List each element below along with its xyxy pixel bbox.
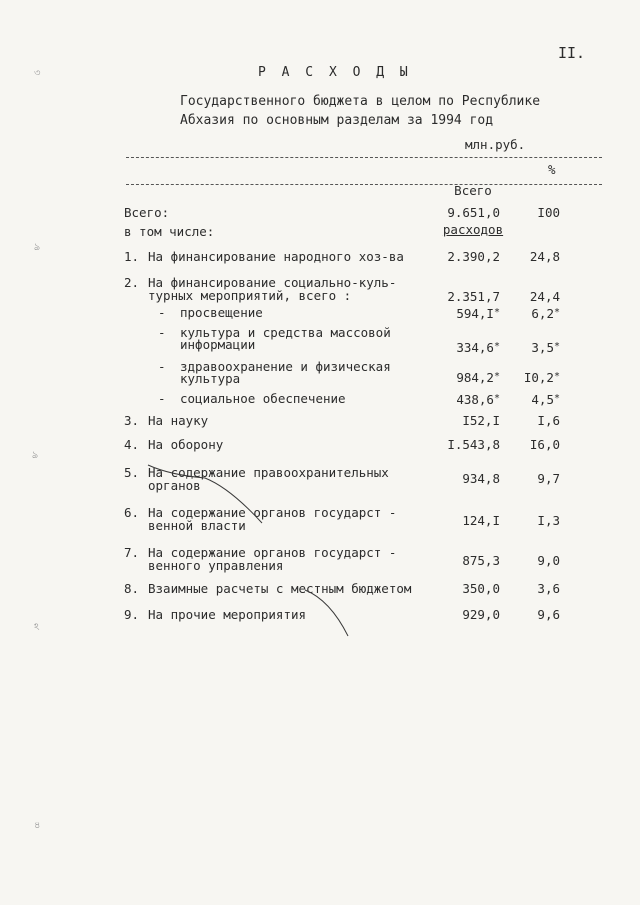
row-label: На содержание органов государст - <box>148 505 397 520</box>
total-value: 9.651,0 <box>447 205 500 220</box>
subrow-label: информации <box>180 337 256 352</box>
subrow-percent: 6,2* <box>531 306 560 321</box>
margin-scribble: ঌ <box>32 450 39 461</box>
row-number: 7. <box>124 545 140 560</box>
subrow-dash: - <box>158 305 166 320</box>
column-header-total-line2: расходов <box>442 222 504 237</box>
footnote-asterisk: * <box>553 393 560 404</box>
page-title: Р А С Х О Д Ы <box>258 65 412 80</box>
row-value: 2.351,7 <box>447 289 500 304</box>
footnote-asterisk: * <box>493 371 500 382</box>
row-value: I.543,8 <box>447 437 500 452</box>
row-value: 929,0 <box>462 607 500 622</box>
footnote-asterisk: * <box>493 393 500 404</box>
row-label: На финансирование социально-куль- <box>148 275 397 290</box>
row-label: венного управления <box>148 558 284 573</box>
subrow-percent: 3,5* <box>531 340 560 355</box>
subtitle-line-2: Абхазия по основным разделам за 1994 год <box>180 113 494 128</box>
subrow-percent: I0,2* <box>523 370 560 385</box>
row-number: 2. <box>124 275 140 290</box>
total-label: Всего: <box>124 205 170 220</box>
row-percent: 9,0 <box>537 553 560 568</box>
row-percent: I6,0 <box>529 437 560 452</box>
row-percent: 24,4 <box>529 289 560 304</box>
subrow-label: здравоохранение и физическая <box>180 359 391 374</box>
row-number: 6. <box>124 505 140 520</box>
row-label: Взаимные расчеты с местным бюджетом <box>148 581 412 596</box>
row-label: венной власти <box>148 518 246 533</box>
subrow-label: культура <box>180 371 241 386</box>
page-number: II. <box>558 44 586 62</box>
row-percent: 3,6 <box>537 581 560 596</box>
margin-scribble: ঽ <box>34 622 40 633</box>
column-header-total-line1: Всего <box>454 183 492 198</box>
footnote-asterisk: * <box>493 307 500 318</box>
total-percent: I00 <box>537 205 560 220</box>
row-value: 934,8 <box>462 471 500 486</box>
subrow-percent: 4,5* <box>531 392 560 407</box>
row-label: На прочие мероприятия <box>148 607 307 622</box>
subrow-label: просвещение <box>180 305 263 320</box>
row-percent: I,3 <box>537 513 560 528</box>
footnote-asterisk: * <box>553 371 560 382</box>
row-number: 8. <box>124 581 140 596</box>
subrow-dash: - <box>158 359 166 374</box>
subrow-value: 438,6* <box>456 392 500 407</box>
subrow-label: социальное обеспечение <box>180 391 346 406</box>
column-header-percent: % <box>548 162 556 177</box>
row-percent: 9,6 <box>537 607 560 622</box>
row-label: На науку <box>148 413 209 428</box>
footnote-asterisk: * <box>553 341 560 352</box>
including-label: в том числе: <box>124 224 215 239</box>
subrow-label: культура и средства массовой <box>180 325 391 340</box>
footnote-asterisk: * <box>493 341 500 352</box>
row-percent: 9,7 <box>537 471 560 486</box>
margin-scribble: ৩ <box>34 68 41 79</box>
row-percent: 24,8 <box>529 249 560 264</box>
row-label: турных мероприятий, всего : <box>148 288 352 303</box>
row-number: 9. <box>124 607 140 622</box>
row-label: На финансирование народного хоз-ва <box>148 249 404 264</box>
row-label: На оборону <box>148 437 224 452</box>
row-value: 875,3 <box>462 553 500 568</box>
row-percent: I,6 <box>537 413 560 428</box>
row-label: На содержание органов государст - <box>148 545 397 560</box>
row-number: 4. <box>124 437 140 452</box>
row-value: 2.390,2 <box>447 249 500 264</box>
row-number: 5. <box>124 465 140 480</box>
subtitle-line-1: Государственного бюджета в целом по Республике <box>180 94 541 109</box>
subrow-value: 984,2* <box>456 370 500 385</box>
footnote-asterisk: * <box>553 307 560 318</box>
row-value: I52,I <box>462 413 500 428</box>
subrow-value: 594,I* <box>456 306 500 321</box>
row-value: 350,0 <box>462 581 500 596</box>
row-number: 1. <box>124 249 140 264</box>
row-label: органов <box>148 478 201 493</box>
subrow-dash: - <box>158 325 166 340</box>
subrow-value: 334,6* <box>456 340 500 355</box>
row-label: На содержание правоохранительных <box>148 465 389 480</box>
row-value: 124,I <box>462 513 500 528</box>
row-number: 3. <box>124 413 140 428</box>
units-label: млн.руб. <box>465 137 526 152</box>
margin-scribble: ৪ <box>34 820 41 831</box>
subrow-dash: - <box>158 391 166 406</box>
margin-scribble: ঌ <box>34 242 41 253</box>
